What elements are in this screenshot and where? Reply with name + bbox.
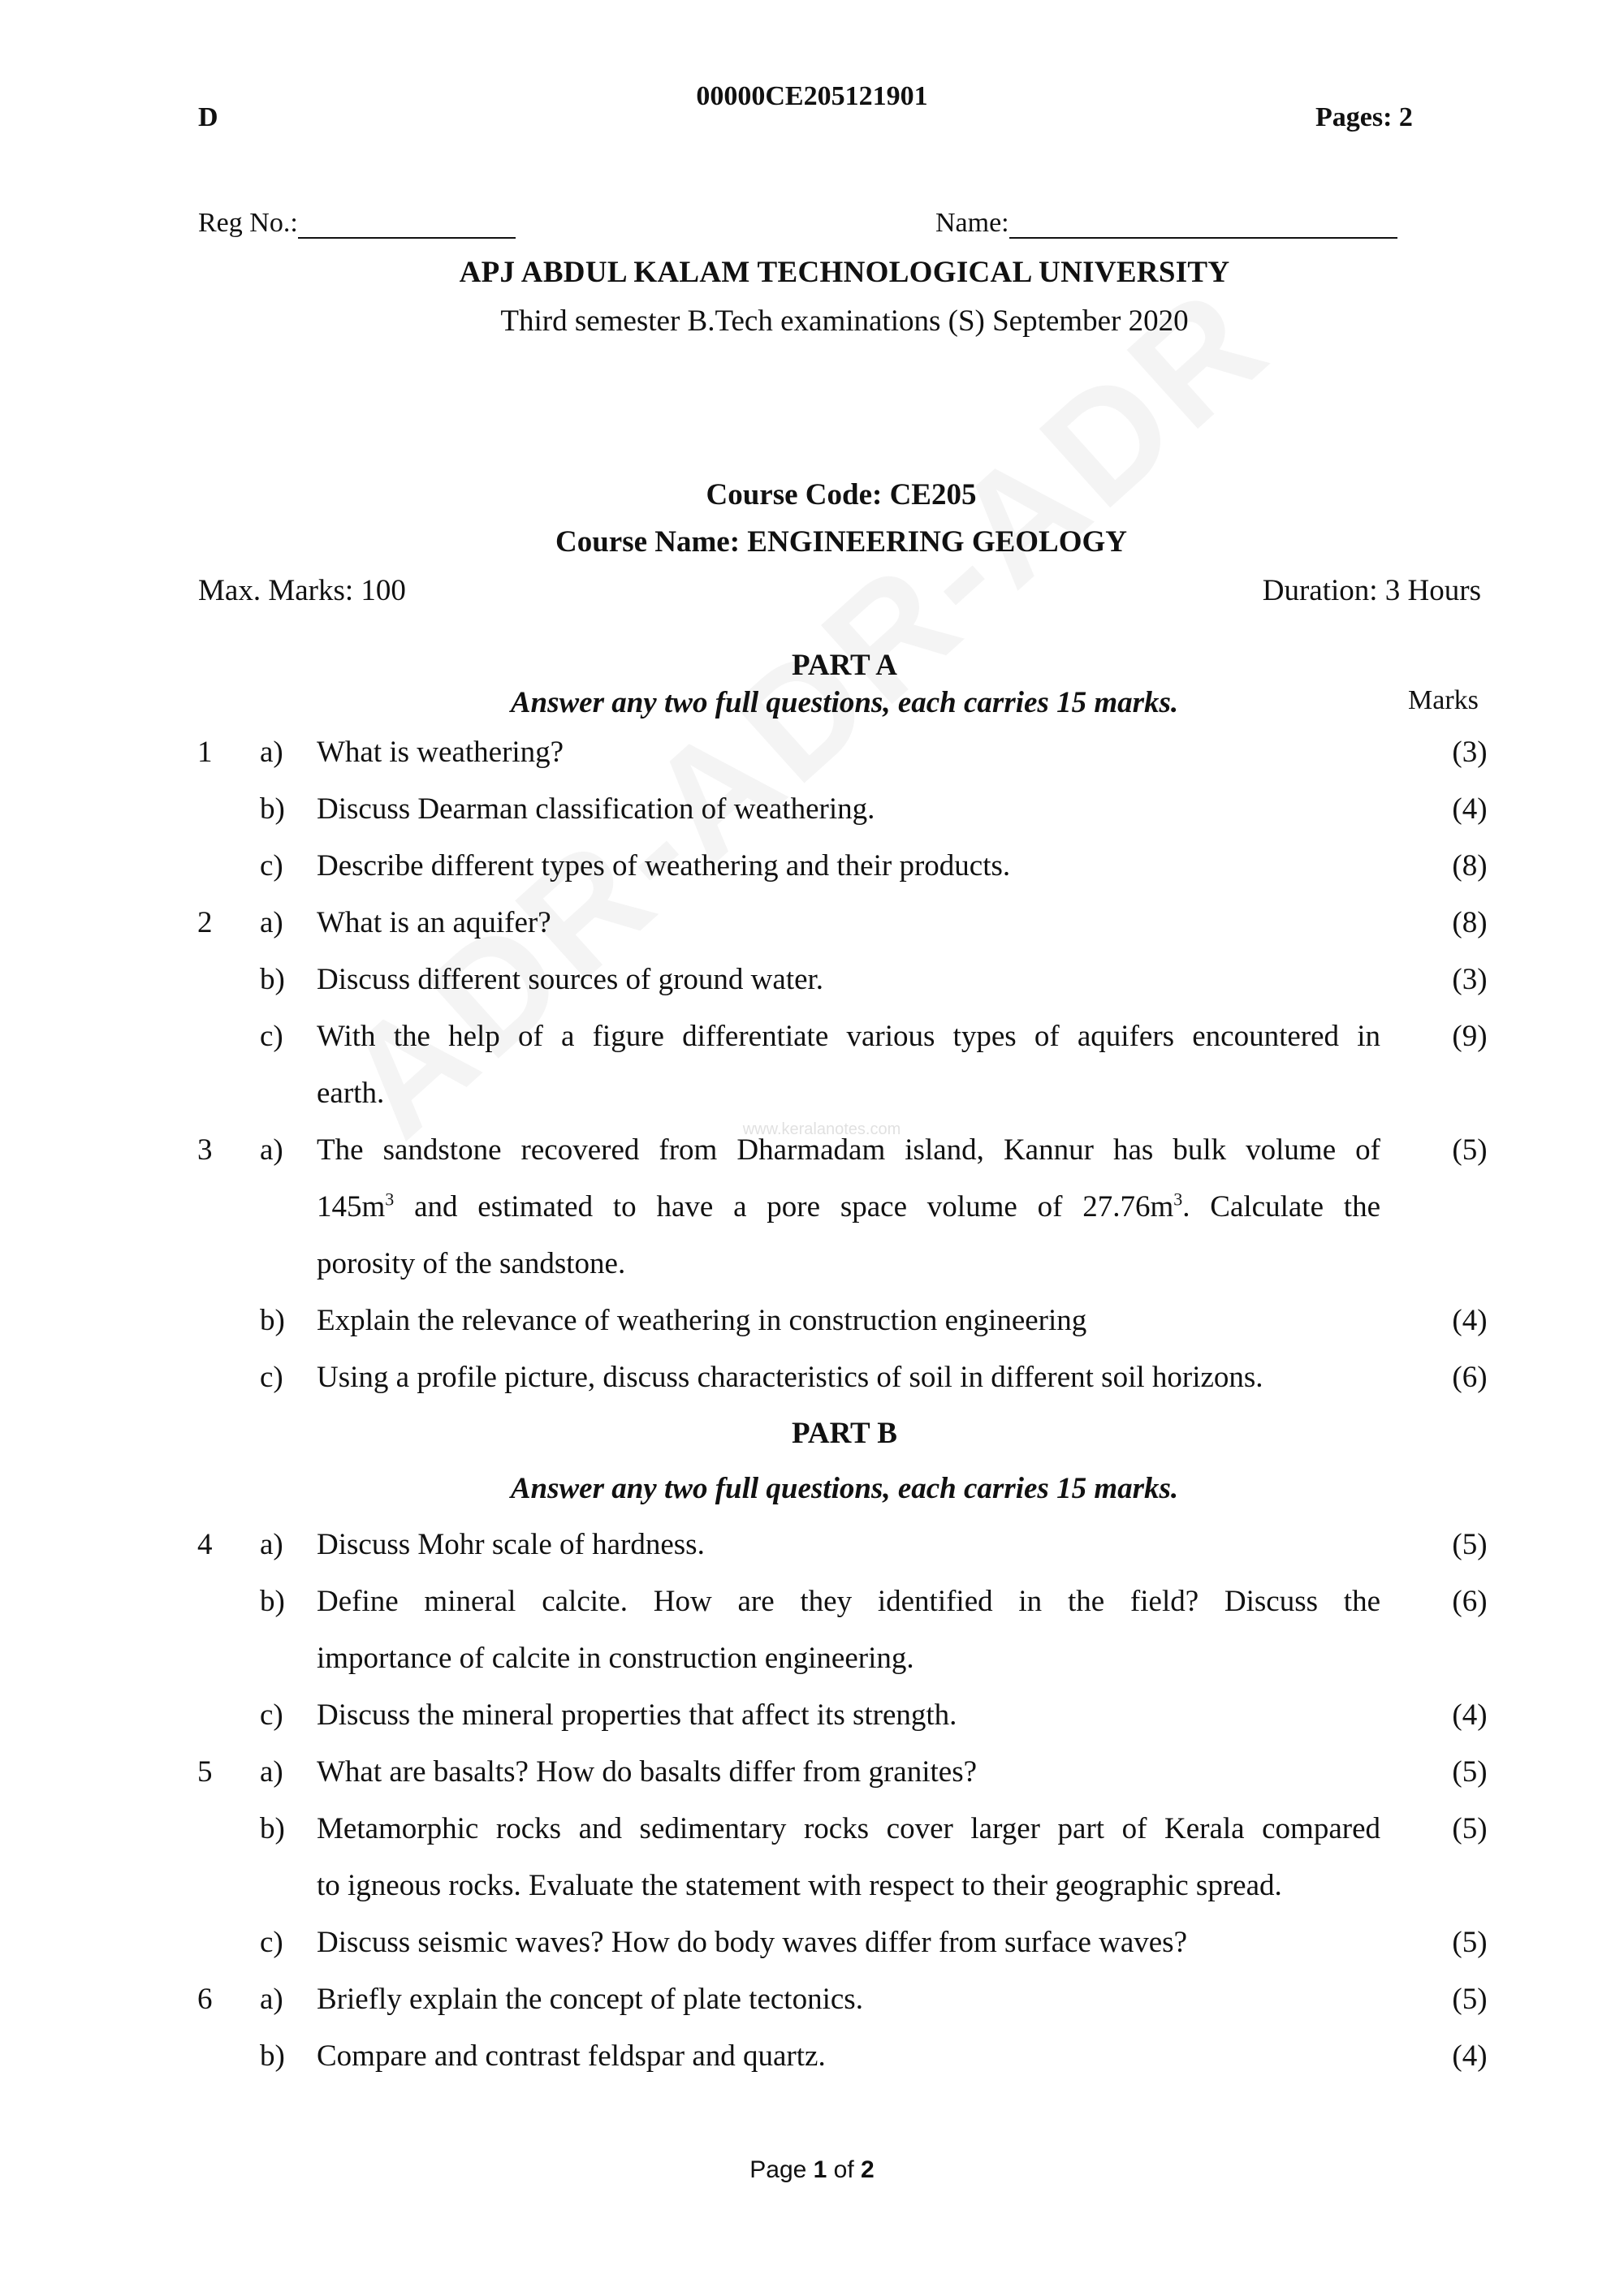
part-b-instruction: Answer any two full questions, each carries 15 marks. [510, 1472, 1179, 1505]
course-code: Course Code: CE205 [706, 478, 977, 511]
question-text-line: importance of calcite in construction engineering. [317, 1642, 914, 1675]
name-label: Name: [935, 208, 1009, 238]
question-text: Explain the relevance of weathering in construction engineering [317, 1304, 1087, 1337]
part-b-title: PART B [792, 1417, 897, 1450]
sub-question-label: a) [260, 1133, 283, 1167]
question-marks: (8) [1452, 906, 1488, 939]
duration: Duration: 3 Hours [1262, 574, 1481, 607]
sub-question-label: c) [260, 849, 283, 883]
question-marks: (5) [1452, 1926, 1488, 1959]
sub-question-label: b) [260, 1585, 285, 1618]
question-text: What is an aquifer? [317, 906, 551, 939]
set-label: D [198, 102, 218, 132]
question-marks: (5) [1452, 1983, 1488, 2016]
sub-question-label: c) [260, 1020, 283, 1053]
question-text-line: The sandstone recovered from Dharmadam island, Kannur has bulk volume of [317, 1133, 1380, 1167]
sub-question-label: a) [260, 1755, 283, 1789]
question-marks: (8) [1452, 849, 1488, 883]
question-text-line: With the help of a figure differentiate various types of aquifers encountered in [317, 1020, 1380, 1053]
text-fragment: 145m [317, 1190, 386, 1224]
question-marks: (6) [1452, 1361, 1488, 1394]
question-marks: (5) [1452, 1812, 1488, 1845]
question-marks: (4) [1452, 1304, 1488, 1337]
question-number: 3 [197, 1133, 213, 1167]
sub-question-label: a) [260, 736, 283, 769]
page-total: 2 [861, 2156, 875, 2183]
stamp-text: www.keralanotes.com [742, 1120, 901, 1138]
sub-question-label: c) [260, 1698, 283, 1732]
question-number: 2 [197, 906, 213, 939]
question-text-line: earth. [317, 1077, 385, 1110]
marks-header: Marks [1408, 685, 1479, 715]
question-marks: (4) [1452, 1698, 1488, 1732]
part-a-instruction: Answer any two full questions, each carries 15 marks. [510, 686, 1179, 719]
paper-code: 00000CE205121901 [696, 81, 928, 111]
reg-no-field [198, 208, 516, 239]
sub-question-label: b) [260, 1812, 285, 1845]
reg-no-label: Reg No.: [198, 208, 298, 238]
question-text: Discuss different sources of ground water. [317, 963, 824, 996]
page-of-label: of [827, 2156, 862, 2183]
question-text: Discuss Mohr scale of hardness. [317, 1528, 705, 1561]
sub-question-label: a) [260, 906, 283, 939]
superscript: 3 [385, 1189, 395, 1210]
sub-question-label: c) [260, 1361, 283, 1394]
max-marks: Max. Marks: 100 [198, 574, 406, 607]
question-text-line: porosity of the sandstone. [317, 1247, 626, 1280]
question-marks: (9) [1452, 1020, 1488, 1053]
sub-question-label: b) [260, 963, 285, 996]
sub-question-label: b) [260, 1304, 285, 1337]
question-marks: (4) [1452, 2039, 1488, 2073]
sub-question-label: b) [260, 792, 285, 826]
sub-question-label: a) [260, 1983, 283, 2016]
question-text: Discuss seismic waves? How do body waves differ from surface waves? [317, 1926, 1188, 1959]
page-footer [0, 2156, 1624, 2184]
question-text: Briefly explain the concept of plate tectonics. [317, 1983, 863, 2016]
question-marks: (3) [1452, 736, 1488, 769]
question-text: Compare and contrast feldspar and quartz. [317, 2039, 826, 2073]
question-marks: (5) [1452, 1133, 1488, 1167]
sub-question-label: b) [260, 2039, 285, 2073]
question-text-line [317, 1179, 1380, 1236]
course-name: Course Name: ENGINEERING GEOLOGY [555, 525, 1128, 559]
question-text: Using a profile picture, discuss characteristics of soil in different soil horizons. [317, 1361, 1263, 1394]
question-number: 4 [197, 1528, 213, 1561]
text-fragment: . Calculate the [1182, 1190, 1380, 1224]
question-text: Discuss the mineral properties that affect its strength. [317, 1698, 957, 1732]
name-field [935, 208, 1397, 239]
question-number: 6 [197, 1983, 213, 2016]
sub-question-label: c) [260, 1926, 283, 1959]
question-text-line: Define mineral calcite. How are they identified in the field? Discuss the [317, 1585, 1380, 1618]
question-number: 1 [197, 736, 213, 769]
part-a-title: PART A [792, 649, 897, 682]
university-name: APJ ABDUL KALAM TECHNOLOGICAL UNIVERSITY [459, 256, 1230, 289]
pages-count: Pages: 2 [1315, 102, 1413, 132]
question-marks: (5) [1452, 1528, 1488, 1561]
question-number: 5 [197, 1755, 213, 1789]
question-marks: (4) [1452, 792, 1488, 826]
question-text: What is weathering? [317, 736, 564, 769]
page-label: Page [749, 2156, 814, 2183]
question-marks: (5) [1452, 1755, 1488, 1789]
question-marks: (3) [1452, 963, 1488, 996]
question-text-line: to igneous rocks. Evaluate the statement with respect to their geographic spread. [317, 1869, 1282, 1902]
question-text-line: Metamorphic rocks and sedimentary rocks cover larger part of Kerala compared [317, 1812, 1380, 1845]
superscript: 3 [1173, 1189, 1183, 1210]
text-fragment: and estimated to have a pore space volume of 27.76m [394, 1190, 1174, 1224]
question-marks: (6) [1452, 1585, 1488, 1618]
question-text: What are basalts? How do basalts differ from granites? [317, 1755, 978, 1789]
exam-title: Third semester B.Tech examinations (S) September 2020 [500, 304, 1189, 338]
page-number: 1 [813, 2156, 827, 2183]
question-text: Discuss Dearman classification of weathering. [317, 792, 875, 826]
reg-no-line [298, 214, 516, 239]
question-text: Describe different types of weathering and their products. [317, 849, 1011, 883]
name-line [1009, 214, 1397, 239]
sub-question-label: a) [260, 1528, 283, 1561]
